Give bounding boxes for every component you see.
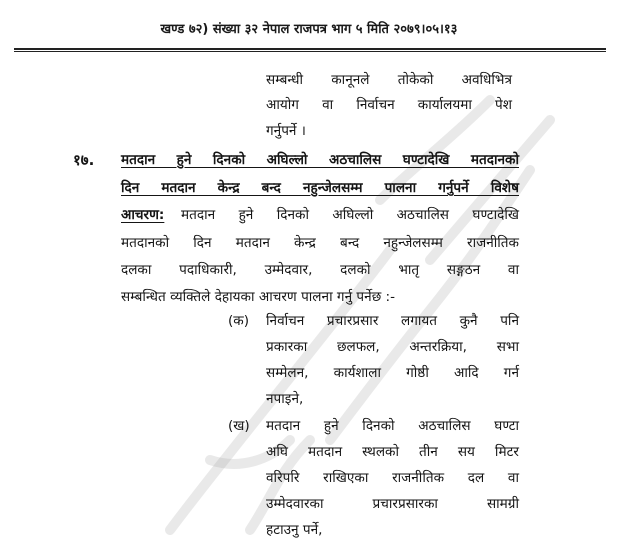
text-line: सम्बन्धित व्यक्तिले देहायका आचरण पालना गर्नु पर्नेछ :- xyxy=(121,289,396,305)
section-number: १७. xyxy=(73,151,95,169)
section-heading: दिन मतदान केन्द्र बन्द नहुन्जेलसम्म पालना गर्नुपर्ने विशेष xyxy=(121,180,519,196)
section-heading: आचरण: xyxy=(121,207,165,223)
text-line: गर्नुपर्ने । xyxy=(266,123,306,139)
text-line: नपाइने, xyxy=(266,391,304,407)
header-rule-top xyxy=(14,48,606,50)
text-line: अघि मतदान स्थलको तीन सय मिटर xyxy=(266,444,519,460)
text-line: हटाउनु पर्ने, xyxy=(266,522,323,538)
text-line: मतदान हुने दिनको अठचालिस घण्टा xyxy=(266,418,519,434)
text-line: मतदान हुने दिनको अघिल्लो अठचालिस घण्टादेखि xyxy=(181,207,519,223)
header-rule-bottom xyxy=(14,51,606,52)
text-line: सम्बन्धी कानूनले तोकेको अवधिभित्र xyxy=(266,72,512,88)
text-line: वरिपरि राखिएका राजनीतिक दल वा xyxy=(266,470,519,486)
gazette-header: खण्ड ७२) संख्या ३२ नेपाल राजपत्र भाग ५ मिति २०७९।०५।१३ xyxy=(160,22,458,37)
text-line: दलका पदाधिकारी, उम्मेदवार, दलको भातृ सङ्गठन वा xyxy=(121,262,519,278)
text-line: निर्वाचन प्रचारप्रसार लगायत कुनै पनि xyxy=(266,313,519,329)
section-heading: मतदान हुने दिनको अघिल्लो अठचालिस घण्टादेखि मतदानको xyxy=(121,152,519,168)
clause-label: (ख) xyxy=(228,418,250,434)
text-line: सम्मेलन, कार्यशाला गोष्ठी आदि गर्न xyxy=(266,365,519,381)
text-line: मतदानको दिन मतदान केन्द्र बन्द नहुन्जेलसम्म राजनीतिक xyxy=(121,235,519,251)
text-line: प्रकारका छलफल, अन्तरक्रिया, सभा xyxy=(266,339,519,355)
text-line: आयोग वा निर्वाचन कार्यालयमा पेश xyxy=(266,97,512,113)
text-line: उम्मेदवारका प्रचारप्रसारका सामग्री xyxy=(266,496,519,512)
clause-label: (क) xyxy=(228,313,250,329)
